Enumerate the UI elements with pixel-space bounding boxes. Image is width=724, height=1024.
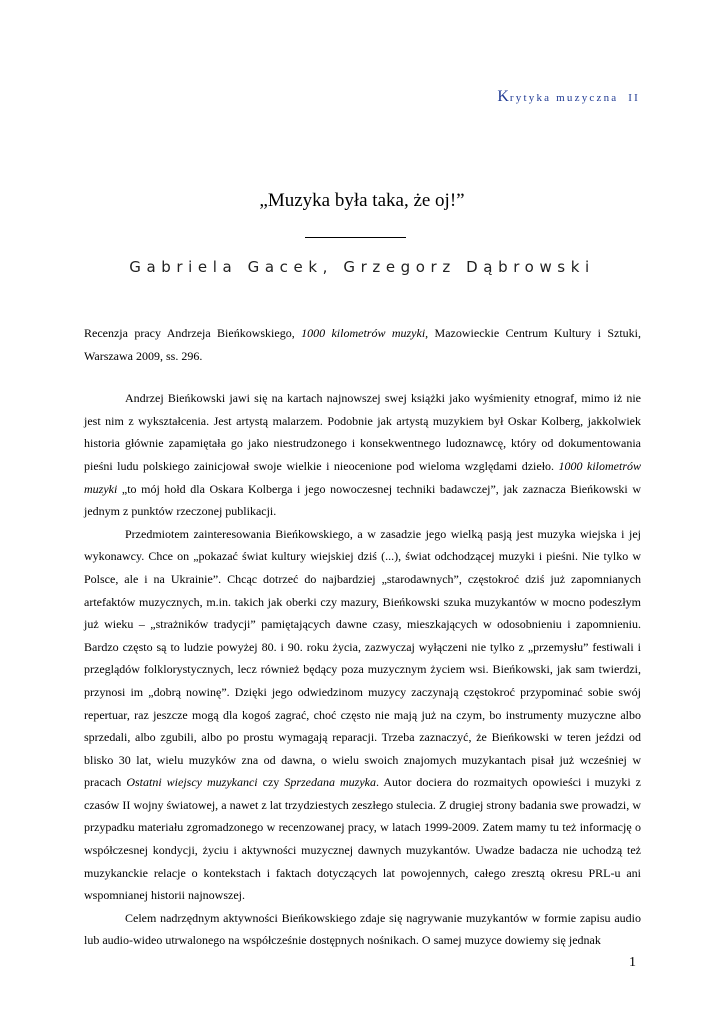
- running-header: [497, 88, 640, 106]
- title-divider: [305, 237, 406, 238]
- article-body: [84, 322, 641, 952]
- cited-work-title: Ostatni wiejscy muzykanci: [126, 775, 258, 790]
- book-title: 1000 kilometrów muzyki: [301, 326, 426, 340]
- book-title: 1000 kilometrów muzyki: [84, 458, 641, 496]
- page-number: 1: [629, 955, 636, 970]
- running-header-volume: II: [628, 92, 640, 104]
- running-header-initial: K: [497, 88, 510, 105]
- article-authors: Gabriela Gacek, Grzegorz Dąbrowski: [129, 258, 595, 276]
- paragraph-3: Celem nadrzędnym aktywności Bieńkowskiego zdaje się nagrywanie muzykantów w formie zapisu audio lub audio-wideo utrwalonego na współcześnie dostępnych nośnikach. O samej muzyce dowiemy się jednak: [84, 910, 641, 948]
- paragraph-1: Andrzej Bieńkowski jawi się na kartach najnowszej swej książki jako wyśmienity etnograf, mimo iż nie jest nim z wykształcenia. Jest artystą malarzem. Podobnie jak artystą muzykiem był Oskar Kolberg, jakkolwiek historia głównie zapamiętała go jako niestrudzonego i konsekwentnego ludoznawcę, który od dokumentowania pieśni ludu polskiego zainicjował swoje wielkie i nieocenione pod wieloma względami dzieło. 1000 kilometrów muzyki „to mój hołd dla Oskara Kolberga i jego nowoczesnej techniki badawczej”, jak zaznacza Bieńkowski w jednym z punktów rzeczonej publikacji.: [84, 391, 641, 519]
- running-header-text: rytyka muzyczna: [509, 92, 619, 104]
- review-note: Recenzja pracy Andrzeja Bieńkowskiego, 1000 kilometrów muzyki, Mazowieckie Centrum Kultury i Sztuki, Warszawa 2009, ss. 296.: [84, 326, 642, 363]
- paragraph-2: Przedmiotem zainteresowania Bieńkowskiego, a w zasadzie jego wielką pasją jest muzyka wiejska i jej wykonawcy. Chce on „pokazać świat kultury wiejskiej dziś (...), świat odchodzącej muzyki i pieśni. Nie tylko w Polsce, ale i na Ukrainie”. Chcąc dotrzeć do najbardziej „starodawnych”, częstokroć dziś już zapomnianych artefaktów muzycznych, m.in. takich jak oberki czy mazury, Bieńkowski szuka muzykantów w mocno podeszłym już wieku – „strażników tradycji” pamiętających dawne czasy, mieszkających w odosobnieniu i zapomnieniu. Bardzo często są to ludzie powyżej 80. i 90. roku życia, zazwyczaj wyłączeni nie tylko z „przemysłu” festiwali i przeglądów folklorystycznych, lecz również będący poza muzycznym życiem wsi. Bieńkowski, jak sam twierdzi, przynosi im „dobrą nowinę”. Dzięki jego odwiedzinom muzycy zaczynają częstokroć przypominać sobie swój repertuar, raz jeszcze mogą dla kogoś zagrać, choć często nie mają już na czym, bo instrumenty muzyczne albo sprzedali, albo zgubili, albo po prostu wymagają reparacji. Trzeba zaznaczyć, że Bieńkowski w teren jeździ od blisko 30 lat, wielu muzyków zna od dawna, o wielu swoich znajomych muzykantach pisał już wcześniej w pracach Ostatni wiejscy muzykanci czy Sprzedana muzyka. Autor dociera do rozmaitych opowieści i muzyki z czasów II wojny światowej, a nawet z lat trzydziestych zeszłego stulecia. Z drugiej strony badania swe prowadzi, w przypadku materiału zgromadzonego w recenzowanej pracy, w latach 1999-2009. Zatem mamy tu też informację o współczesnej kondycji, życiu i aktywności muzycznej dawnych muzykantów. Uwadze badacza nie uchodzą też muzykanckie relacje o kontekstach i faktach dotyczących lat powojennych, całego zresztą okresu PRL-u ani wspomnianej historii najnowszej.: [84, 526, 641, 903]
- article-title: „Muzyka była taka, że oj!”: [259, 190, 465, 211]
- cited-work-title: Sprzedana muzyka: [284, 775, 376, 790]
